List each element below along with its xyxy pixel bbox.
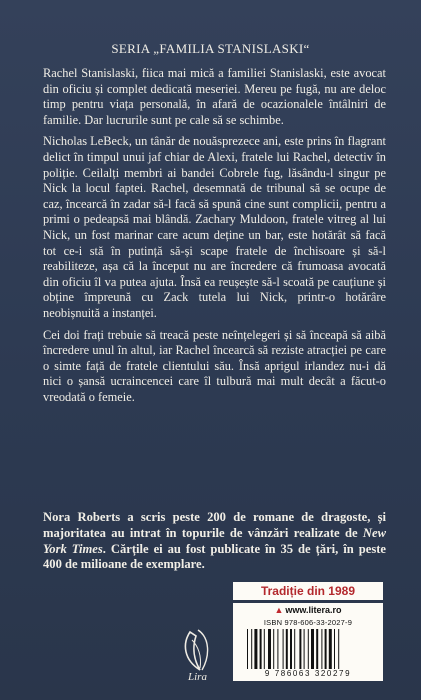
author-note	[43, 510, 386, 573]
series-title: SERIA „FAMILIA STANISLASKI“	[111, 41, 310, 56]
publisher-name: Lira	[188, 671, 207, 683]
isbn: ISBN 978-606-33-2027-9	[263, 618, 353, 627]
synopsis-paragraph-3: Cei doi frați trebuie să treacă peste neînțelegeri și să înceapă să aibă încredere unul în altul, iar Rachel încearcă să reziste atracției pe care o simte față de fratele clientului său. Însă aprigul irlandez nu-i dă nici o șansă ucraincencei care îl tulbură mai mult decât a făcut-o vreodată o femeie.	[43, 327, 386, 404]
author-note-part2: . Cărțile ei au fost publicate în 35 de țări, în peste 400 de milioane de exemplare.	[43, 541, 387, 572]
litera-logo-icon: ▲	[274, 605, 284, 615]
barcode-icon	[247, 629, 369, 669]
publication-name: New York Times	[43, 525, 386, 556]
barcode-panel	[233, 603, 383, 681]
website-row	[233, 605, 383, 617]
tradition-badge: Tradiție din 1989	[233, 582, 383, 600]
synopsis-paragraph-2: Nicholas LeBeck, un tânăr de nouăsprezece ani, este prins în flagrant delict în timpul unui jaf chiar de Alexi, fratele lui Rachel, detectiv în poliție. Ceilalți membri ai bandei Cobrele fug, lăsându-l singur pe Nick la locul faptei. Rachel, desemnată de tribunal să se ocupe de caz, încearcă în zadar să-l facă să spună cine sunt complicii, pentru a primi o pedeapsă mai blândă. Zachary Muldoon, fratele vitreg al lui Nick, un fost marinar care acum deține un bar, este hotărât să facă tot ce-i stă în putință să-și scape fratele de închisoare și să-l reabiliteze, așa că la început nu are încredere că frumoasa avocată din oficiu îl va putea ajuta. Însă ea reușește să-l scoată pe cauțiune și obține împreună cu Zack tutela lui Nick, printr-o hotărâre neobișnuită a instanței.	[43, 134, 386, 320]
website-link[interactable]: www.litera.ro	[285, 605, 342, 615]
barcode-number: 9 786063 320279	[264, 669, 352, 678]
synopsis-paragraph-1: Rachel Stanislaski, fiica mai mică a familiei Stanislaski, este avocat din oficiu și complet dedicată meseriei. Mereu pe fugă, nu are deloc timp pentru viața personală, în afară de ocazionalele întâlniri de familie. Dar lucrurile sunt pe cale să se schimbe.	[43, 66, 386, 127]
lira-logo-icon	[176, 626, 246, 684]
synopsis	[43, 66, 386, 411]
author-note-part1: Nora Roberts a scris peste 200 de romane de dragoste, și majoritatea au intrat în topurile de vânzări realizate de	[43, 510, 386, 540]
